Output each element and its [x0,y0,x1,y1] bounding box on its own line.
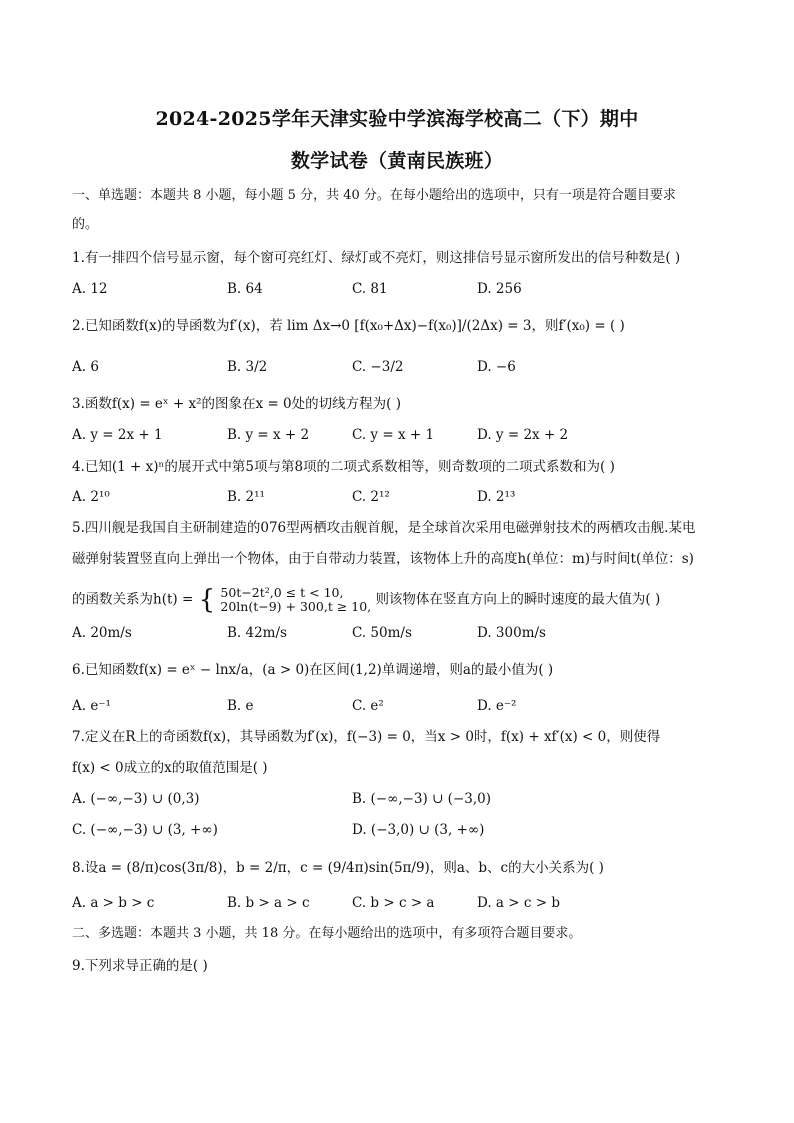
question-7-stem-line1: 7.定义在R上的奇函数f(x)，其导函数为f′(x)，f(−3) = 0，当x > 0时，f(x) + xf′(x) < 0，则使得 [72,729,661,745]
question-4-option-a: A. 2¹⁰ [72,489,110,505]
question-7-option-a: A. (−∞,−3) ∪ (0,3) [72,791,200,807]
question-7-options-row1 [72,790,722,808]
question-8-option-b: B. b > a > c [227,895,310,911]
question-5-option-d: D. 300m/s [477,625,546,641]
question-3-stem: 3.函数f(x) = eˣ + x²的图象在x = 0处的切线方程为( ) [72,396,401,412]
question-7-option-b: B. (−∞,−3) ∪ (−3,0) [352,791,491,807]
question-4-option-c: C. 2¹² [352,489,390,505]
question-3-option-d: D. y = 2x + 2 [477,427,569,443]
question-1-option-b: B. 64 [227,281,263,297]
question-8-stem: 8.设a = (8/π)cos(3π/8)，b = 2/π，c = (9/4π)sin(5π/9)，则a、b、c的大小关系为( ) [72,860,604,876]
section-2-heading: 二、多选题：本题共 3 小题，共 18 分。在每小题给出的选项中，有多项符合题目要求。 [72,926,582,941]
question-3-options [72,426,722,444]
question-8-option-a: A. a > b > c [72,895,155,911]
question-5-stem-line1: 5.四川舰是我国自主研制建造的076型两栖攻击舰首舰，是全球首次采用电磁弹射技术的两栖攻击舰.某电 [72,520,696,536]
question-2-option-b: B. 3/2 [227,359,268,375]
question-5-stem-line2: 磁弹射装置竖直向上弹出一个物体，由于自带动力装置，该物体上升的高度h(单位：m)与时间t(单位：s) [72,551,694,567]
page-title: 2024-2025学年天津实验中学滨海学校高二（下）期中 [155,108,639,130]
question-7-options-row2 [72,821,722,839]
question-5-option-b: B. 42m/s [227,625,287,641]
question-6-option-d: D. e⁻² [477,698,517,714]
question-5-stem-line3 [72,586,722,614]
piecewise-brace: { [198,585,216,615]
question-3-option-b: B. y = x + 2 [227,427,310,443]
question-1-stem: 1.有一排四个信号显示窗，每个窗可亮红灯、绿灯或不亮灯，则这排信号显示窗所发出的信号种数是( ) [72,250,681,266]
question-6-options [72,697,722,715]
question-3-option-c: C. y = x + 1 [352,427,435,443]
section-1-heading-cont: 的。 [72,217,99,232]
question-4-stem: 4.已知(1 + x)ⁿ的展开式中第5项与第8项的二项式系数相等，则奇数项的二项式系数和为( ) [72,459,615,475]
section-1-heading: 一、单选题：本题共 8 小题，每小题 5 分，共 40 分。在每小题给出的选项中，只有一项是符合题目要求 [72,188,676,203]
question-1-option-a: A. 12 [72,281,108,297]
question-5-options [72,624,722,642]
question-2-stem: 2.已知函数f(x)的导函数为f′(x)，若 lim Δx→0 [f(x₀+Δx)−f(x₀)]/(2Δx) = 3，则f′(x₀) = ( ) [72,318,625,334]
question-1-options [72,280,722,298]
question-5-function-label: 的函数关系为h(t) = [72,591,194,608]
question-6-option-c: C. e² [352,698,384,714]
question-6-option-a: A. e⁻¹ [72,698,111,714]
page-subtitle: 数学试卷（黄南民族班） [290,150,504,172]
question-8-option-d: D. a > c > b [477,895,560,911]
question-2-option-a: A. 6 [72,359,99,375]
question-9-stem: 9.下列求导正确的是( ) [72,958,208,974]
question-1-option-c: C. 81 [352,281,388,297]
question-5-option-a: A. 20m/s [72,625,132,641]
question-2-options [72,358,722,376]
question-2-option-c: C. −3/2 [352,359,404,375]
question-7-option-c: C. (−∞,−3) ∪ (3, +∞) [72,822,218,838]
question-7-stem-line2: f(x) < 0成立的x的取值范围是( ) [72,760,268,776]
question-4-option-b: B. 2¹¹ [227,489,265,505]
piecewise-case-1: 50t−2t²,0 ≤ t < 10, [220,585,344,600]
question-6-option-b: B. e [227,698,254,714]
piecewise-case-2: 20ln(t−9) + 300,t ≥ 10, [220,599,372,614]
question-1-option-d: D. 256 [477,281,522,297]
piecewise-cases [220,586,371,614]
question-2-option-d: D. −6 [477,359,516,375]
question-8-option-c: C. b > c > a [352,895,435,911]
question-5-option-c: C. 50m/s [352,625,412,641]
question-8-options [72,894,722,912]
question-5-question: 则该物体在竖直方向上的瞬时速度的最大值为( ) [375,591,661,608]
question-7-option-d: D. (−3,0) ∪ (3, +∞) [352,822,485,838]
question-6-stem: 6.已知函数f(x) = eˣ − lnx/a，(a > 0)在区间(1,2)单调递增，则a的最小值为( ) [72,662,554,678]
question-4-option-d: D. 2¹³ [477,489,516,505]
question-3-option-a: A. y = 2x + 1 [72,427,163,443]
question-4-options [72,488,722,506]
